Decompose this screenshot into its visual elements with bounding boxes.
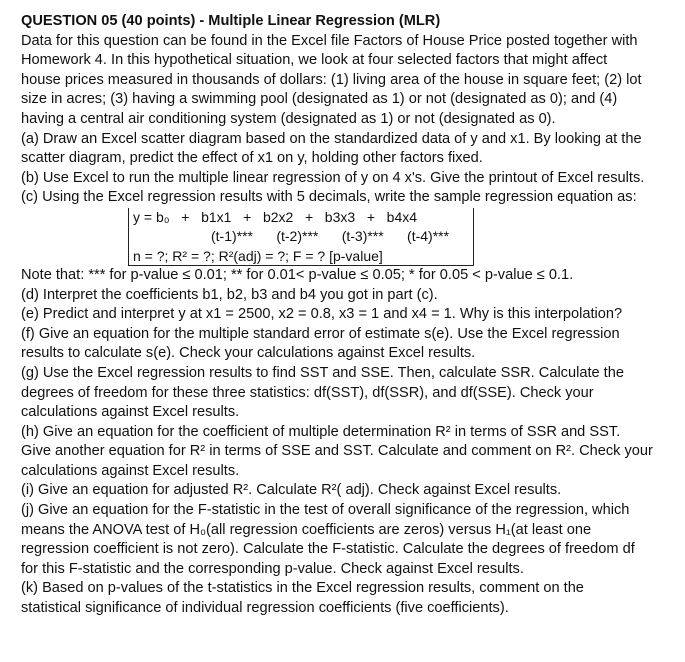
- intro-line: having a central air conditioning system (designated as 1) or not (designated as 0).: [21, 110, 556, 127]
- part-line: calculations against Excel results.: [21, 462, 240, 479]
- part-line: (i) Give an equation for adjusted R². Calculate R²( adj). Check against Excel results.: [21, 482, 562, 499]
- t-stat-line: (t-1)*** (t-2)*** (t-3)*** (t-4)***: [211, 227, 450, 244]
- part-b-line: (b) Use Excel to run the multiple linear regression of y on 4 x's. Give the printout of Excel results.: [21, 169, 645, 186]
- question-title: QUESTION 05 (40 points) - Multiple Linear Regression (MLR): [21, 13, 441, 29]
- part-line: regression coefficient is not zero). Calculate the F-statistic. Calculate the degrees of freedom df: [21, 541, 635, 558]
- part-line: (e) Predict and interpret y at x1 = 2500, x2 = 0.8, x3 = 1 and x4 = 1. Why is this interpolation?: [21, 306, 623, 323]
- part-line: degrees of freedom for these three statistics: df(SST), df(SSR), and df(SSE). Check your: [21, 384, 594, 401]
- question-document: [21, 12, 671, 619]
- part-a-line: scatter diagram, predict the effect of x1 on y, holding other factors fixed.: [21, 150, 483, 167]
- fit-stats-line: n = ?; R² = ?; R²(adj) = ?; F = ? [p-value]: [133, 247, 383, 264]
- part-line: for this F-statistic and the corresponding p-value. Check against Excel results.: [21, 560, 524, 577]
- part-line: calculations against Excel results.: [21, 404, 240, 421]
- part-line: means the ANOVA test of H₀(all regression coefficients are zeros) versus H₁(at least one: [21, 521, 592, 538]
- part-line: results to calculate s(e). Check your calculations against Excel results.: [21, 345, 476, 362]
- intro-line: size in acres; (3) having a swimming pool (designated as 1) or not (designated as 0); and (4): [21, 91, 618, 108]
- part-a-line: (a) Draw an Excel scatter diagram based on the standardized data of y and x1. By looking at the: [21, 130, 642, 147]
- part-line: (f) Give an equation for the multiple standard error of estimate s(e). Use the Excel regression: [21, 325, 620, 342]
- part-line: (g) Use the Excel regression results to find SST and SSE. Then, calculate SSR. Calculate the: [21, 364, 624, 381]
- intro-line: Data for this question can be found in the Excel file Factors of House Price posted together with: [21, 32, 638, 49]
- part-line: statistical significance of individual regression coefficients (five coefficients).: [21, 600, 509, 617]
- regression-equation-box: [128, 208, 474, 266]
- part-line: (d) Interpret the coefficients b1, b2, b3 and b4 you got in part (c).: [21, 286, 438, 303]
- equation-line: y = b₀ + b1x1 + b2x2 + b3x3 + b4x4: [133, 208, 418, 225]
- part-line: Give another equation for R² in terms of SSE and SST. Calculate and comment on R². Check your: [21, 443, 653, 460]
- part-line: (k) Based on p-values of the t-statistics in the Excel regression results, comment on the: [21, 580, 584, 597]
- part-line: (h) Give an equation for the coefficient of multiple determination R² in terms of SSR and SST.: [21, 423, 621, 440]
- part-c-line: (c) Using the Excel regression results with 5 decimals, write the sample regression equation as:: [21, 189, 637, 206]
- equation-underline: [129, 265, 473, 266]
- intro-line: house prices measured in thousands of dollars: (1) living area of the house in square feet; (2) lot: [21, 71, 642, 88]
- significance-note: Note that: *** for p-value ≤ 0.01; ** for 0.01< p-value ≤ 0.05; * for 0.05 < p-value ≤ 0.1.: [21, 266, 574, 283]
- part-line: (j) Give an equation for the F-statistic in the test of overall significance of the regression, which: [21, 502, 630, 519]
- intro-line: Homework 4. In this hypothetical situation, we look at four selected factors that might affect: [21, 52, 608, 69]
